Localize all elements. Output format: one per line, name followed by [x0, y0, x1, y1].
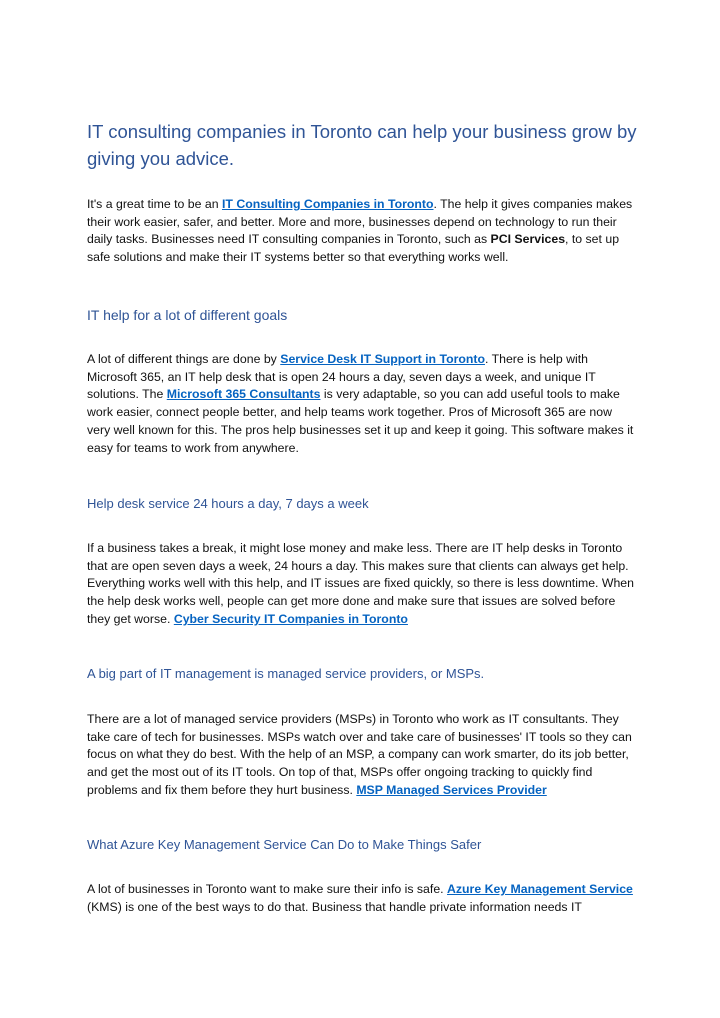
paragraph-text: (KMS) is one of the best ways to do that. Business that handle private information needs IT [87, 899, 582, 914]
heading-msp: A big part of IT management is managed service providers, or MSPs. [87, 666, 485, 681]
heading-it-help-goals: IT help for a lot of different goals [87, 307, 288, 323]
azure-paragraph [87, 881, 635, 916]
paragraph-text: It's a great time to be an [87, 197, 222, 211]
helpdesk-paragraph [87, 540, 635, 629]
page-title: IT consulting companies in Toronto can help your business grow by giving you advice. [87, 121, 637, 169]
link-service-desk-it-support[interactable]: Service Desk IT Support in Toronto [280, 352, 485, 366]
link-msp-managed-services-provider[interactable]: MSP Managed Services Provider [356, 782, 547, 797]
paragraph-text: . There is help with Microsoft 365, an IT help desk that is open 24 hours a day, seven days a week, and unique IT solutions. The [87, 352, 596, 402]
paragraph-text: . The help it gives companies makes their work easier, safer, and better. More and more, businesses depend on technology to run their daily tasks. Businesses need IT consulting companies in Toronto, such as [87, 197, 633, 247]
link-microsoft-365-consultants[interactable]: Microsoft 365 Consultants [166, 387, 321, 402]
goals-paragraph [87, 351, 635, 457]
link-azure-key-management-service[interactable]: Azure Key Management Service [447, 882, 633, 896]
link-cyber-security-it-companies[interactable]: Cyber Security IT Companies in Toronto [173, 611, 408, 626]
paragraph-text: , to set up safe solutions and make their IT systems better so that everything works well. [87, 232, 620, 265]
heading-help-desk-24-7: Help desk service 24 hours a day, 7 days a week [87, 496, 369, 511]
bold-pci-services: PCI Services [490, 232, 566, 247]
paragraph-text: If a business takes a break, it might lose money and make less. There are IT help desks in Toronto that are open seven days a week, 24 hours a day. This makes sure that clients can always get help. Everything works well with this help, and IT issues are fixed quickly, so there is less downtime. When the help desk works well, people can get more done and make sure that issues are solved before they get worse. [87, 541, 634, 626]
paragraph-text: A lot of businesses in Toronto want to make sure their info is safe. [87, 882, 447, 896]
link-it-consulting-companies-toronto[interactable]: IT Consulting Companies in Toronto [221, 197, 434, 211]
paragraph-text: A lot of different things are done by [87, 352, 281, 366]
paragraph-text: There are a lot of managed service providers (MSPs) in Toronto who work as IT consultants. They take care of tech for businesses. MSPs watch over and take care of businesses' IT tools so they can focus on what they do best. With the help of an MSP, a company can work smarter, do its job better, and get the most out of its IT tools. On top of that, MSPs offer ongoing tracking to quickly find problems and fix them before they hurt business. [87, 712, 632, 797]
paragraph-text: is very adaptable, so you can add useful tools to make work easier, connect people better, and help teams work together. Pros of Microsoft 365 are now very well known for this. The pros help businesses set it up and keep it going. This software makes it easy for teams to work from anywhere. [87, 387, 634, 455]
heading-azure-key-management: What Azure Key Management Service Can Do to Make Things Safer [87, 837, 482, 852]
msp-paragraph [87, 711, 635, 800]
intro-paragraph [87, 196, 635, 267]
